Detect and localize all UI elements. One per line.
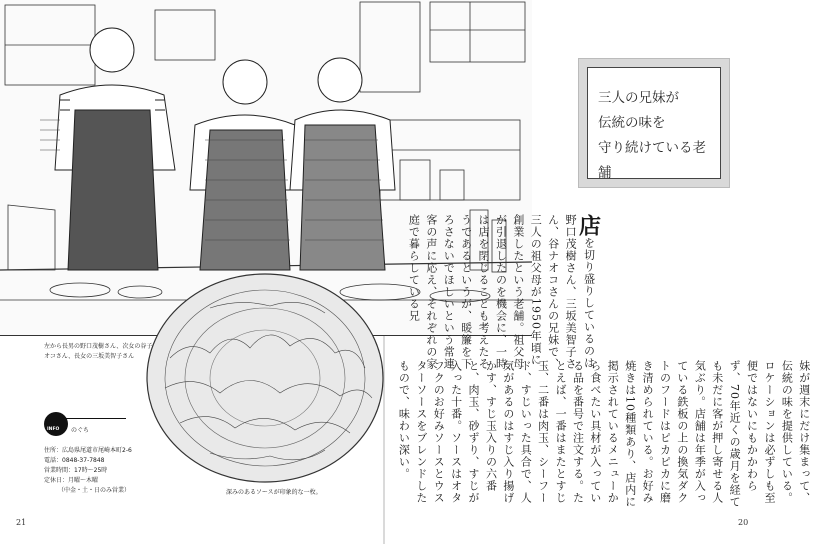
info-logo <box>44 412 124 438</box>
page-number-left: 21 <box>16 518 27 527</box>
body-text-upper-content: を切り盛りしているのは野口茂樹さん、三坂美智子さん、谷ナオコさんの兄妹で、三人の祖父母が1950年頃に創業したという老舗。祖父母が引退したのを機会に、一時は店を閉じることも考えたそうであるというが、暖簾を下ろさないでほしいという常連客の声に応え、それぞれの家庭で暮らしている兄 <box>407 214 596 370</box>
shop-closed-days: 定休日：月曜〜木曜 <box>44 477 99 484</box>
shop-address: 住所：広島県尾道市尾崎本町2-6 <box>44 447 132 454</box>
caption-line-2: オコさん、長女の三坂美智子さん <box>44 353 135 360</box>
info-logo-text: INFO <box>47 427 60 432</box>
page-number-right: 20 <box>738 518 749 527</box>
body-text-lower-content: 妹が週末にだけ集まって、伝統の味を提供している。ロケーションは必ずしも至便ではないにもかかわらず、70年近くの歳月を経ても未だに客が押し寄せる人気ぶり。店舗は年季が入っている鉄板の上の換気ダクトのフードはピカピカに磨き清められている。お好み焼きは10種類あり、店内に掲示されているメニューから食べたい具材が入っている品を番号で注文する。たとえば、一番はまたとすじ玉、二番は肉玉、シーフード、すじいった具合で、人気があるのはすじ入り揚げかす、すじ玉入りの六番と、肉玉、砂ずり、すじが入った十番。ソースはオタフクのお好みソースとウスターソースをブレンドしたもので、味わい深い。 <box>397 360 811 508</box>
shop-info <box>44 446 184 496</box>
title-line-3: 守り続けている老舗 <box>598 140 706 181</box>
title-line-1: 三人の兄妹が <box>598 90 679 106</box>
article-title-box <box>578 58 730 188</box>
shop-phone: 電話：0848-37-7848 <box>44 457 105 464</box>
photo-caption-left <box>44 342 194 362</box>
info-shop-name: のぐち <box>71 427 90 434</box>
article-title <box>598 86 718 186</box>
caption-line-1: 左から長男の野口茂樹さん、次女の谷子 <box>44 343 153 350</box>
okonomiyaki-caption: 深みのあるソースが印象的な一枚。 <box>226 489 322 496</box>
shop-hours: 営業時間：17時〜25時 <box>44 467 108 474</box>
title-line-2: 伝統の味を <box>598 115 666 131</box>
drop-cap: 店 <box>575 214 602 237</box>
title-frame <box>587 67 721 179</box>
body-text-lower <box>395 360 813 508</box>
body-text-upper <box>405 214 602 376</box>
shop-open-note: （中金・土・日のみ営業） <box>58 487 131 494</box>
info-logo-rule <box>66 418 126 419</box>
info-circle-icon <box>44 412 68 436</box>
